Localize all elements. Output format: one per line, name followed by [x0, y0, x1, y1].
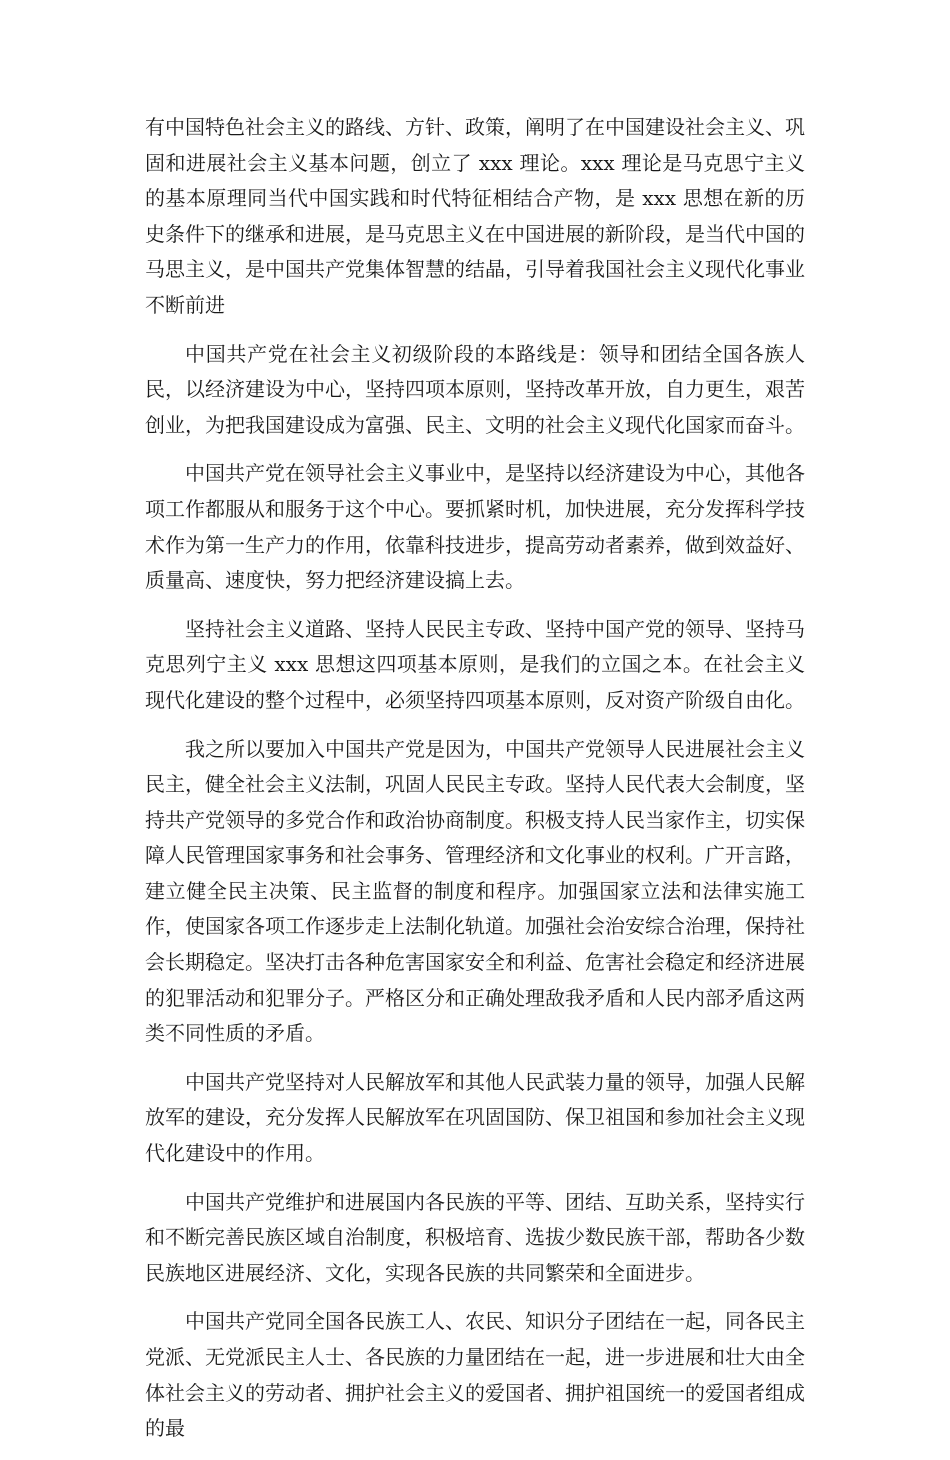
paragraph-2: 中国共产党在社会主义初级阶段的本路线是：领导和团结全国各族人民，以经济建设为中心，坚持四项本原则，坚持改革开放，自力更生，艰苦创业，为把我国建设成为富强、民主、文明的社会主义现代化国家而奋斗。 — [145, 341, 805, 437]
paragraph-3: 中国共产党在领导社会主义事业中，是坚持以经济建设为中心，其他各项工作都服从和服务于这个中心。要抓紧时机，加快进展，充分发挥科学技术作为第一生产力的作用，依靠科技进步，提高劳动者素养，做到效益好、质量高、速度快，努力把经济建设搞上去。 — [145, 461, 805, 593]
paragraph-7: 中国共产党维护和进展国内各民族的平等、团结、互助关系，坚持实行和不断完善民族区域自治制度，积极培育、选拔少数民族干部，帮助各少数民族地区进展经济、文化，实现各民族的共同繁荣和全面进步。 — [145, 1189, 805, 1285]
paragraph-4: 坚持社会主义道路、坚持人民民主专政、坚持中国产党的领导、坚持马克思列宁主义 xxx 思想这四项基本原则，是我们的立国之本。在社会主义现代化建设的整个过程中，必须坚持四项基本原则，反对资产阶级自由化。 — [145, 616, 805, 712]
paragraph-5: 我之所以要加入中国共产党是因为，中国共产党领导人民进展社会主义民主，健全社会主义法制，巩固人民民主专政。坚持人民代表大会制度，坚持共产党领导的多党合作和政治协商制度。积极支持人民当家作主，切实保障人民管理国家事务和社会事务、管理经济和文化事业的权利。广开言路，建立健全民主决策、民主监督的制度和程序。加强国家立法和法律实施工作，使国家各项工作逐步走上法制化轨道。加强社会治安综合治理，保持社会长期稳定。坚决打击各种危害国家安全和利益、危害社会稳定和经济进展的犯罪活动和犯罪分子。严格区分和正确处理敌我矛盾和人民内部矛盾这两类不同性质的矛盾。 — [145, 736, 805, 1046]
document-body — [145, 110, 805, 1460]
paragraph-8: 中国共产党同全国各民族工人、农民、知识分子团结在一起，同各民主党派、无党派民主人士、各民族的力量团结在一起，进一步进展和壮大由全体社会主义的劳动者、拥护社会主义的爱国者、拥护祖国统一的爱国者组成的最 — [145, 1309, 805, 1441]
paragraph-1: 有中国特色社会主义的路线、方针、政策，阐明了在中国建设社会主义、巩固和进展社会主义基本问题，创立了 xxx 理论。xxx 理论是马克思宁主义的基本原理同当代中国实践和时代特征相结合产物，是 xxx 思想在新的历史条件下的继承和进展，是马克思主义在中国进展的新阶段，是当代中国的马思主义，是中国共产党集体智慧的结晶，引导着我国社会主义现代化事业不断前进 — [145, 115, 805, 317]
paragraph-6: 中国共产党坚持对人民解放军和其他人民武装力量的领导，加强人民解放军的建设，充分发挥人民解放军在巩固国防、保卫祖国和参加社会主义现代化建设中的作用。 — [145, 1069, 805, 1166]
